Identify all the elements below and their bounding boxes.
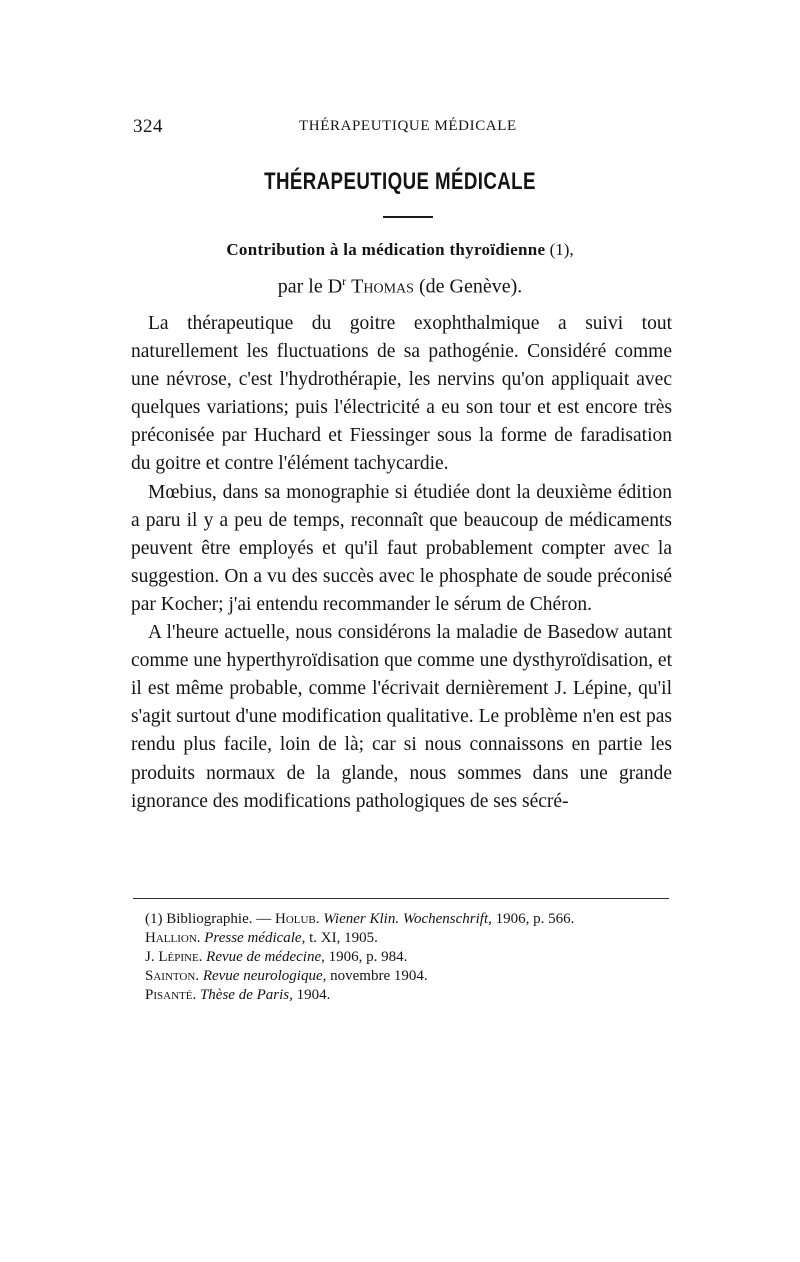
running-title: THÉRAPEUTIQUE MÉDICALE bbox=[299, 118, 517, 134]
article-title bbox=[0, 240, 800, 260]
footnote-1-details: 1906, p. 566. bbox=[495, 911, 575, 927]
page-number: 324 bbox=[133, 116, 163, 137]
footnote-1-prefix: (1) Bibliographie. — bbox=[145, 911, 275, 927]
footnote-ref bbox=[133, 948, 671, 967]
paragraph-2: Mœbius, dans sa monographie si étudiée dont la deuxième édition a paru il y a peu de temps, reconnaît que beaucoup de médicaments peuvent être employés et qu'il faut probablement compter avec la suggestion. On a vu des succès avec le phosphate de soude préconisé par Kocher; j'ai entendu recommander le sérum de Chéron. bbox=[131, 481, 672, 615]
footnote-1 bbox=[133, 910, 671, 929]
footnotes bbox=[133, 910, 671, 1005]
footnote-ref-work: Presse médicale, bbox=[204, 930, 306, 946]
author-location: (de Genève). bbox=[418, 275, 523, 298]
byline-superscript: r bbox=[342, 274, 347, 288]
footnote-ref-details: 1906, p. 984. bbox=[328, 949, 408, 965]
article-byline bbox=[0, 274, 800, 299]
body-text bbox=[131, 310, 672, 816]
running-header bbox=[133, 116, 671, 138]
footnote-ref-details: 1904. bbox=[296, 987, 331, 1003]
footnote-ref-details: t. XI, 1905. bbox=[309, 930, 378, 946]
footnote-ref-author: Lépine. bbox=[158, 949, 203, 965]
author-name: Thomas bbox=[351, 275, 414, 298]
footnote-ref bbox=[133, 929, 671, 948]
title-rule bbox=[383, 216, 433, 218]
byline-prefix: par le D bbox=[277, 275, 343, 298]
footnote-ref-initial: J. bbox=[145, 949, 155, 965]
footnote-1-author: Holub. bbox=[274, 911, 320, 927]
footnote-separator bbox=[133, 898, 669, 899]
footnote-ref-work: Revue neurologique, bbox=[202, 968, 327, 984]
paragraph-1: La thérapeutique du goitre exophthalmique a suivi tout naturellement les fluctuations de sa pathogénie. Considéré comme une névrose, c'est l'hydrothérapie, les nervins qu'on appliquait avec quelques variations; puis l'électricité a eu son tour et est encore très préconisée par Huchard et Fiessinger sous la forme de faradisation du goitre et contre l'élément tachycardie. bbox=[131, 313, 672, 475]
footnote-1-work: Wiener Klin. Wochenschrift, bbox=[323, 911, 492, 927]
footnote-ref bbox=[133, 986, 671, 1005]
footnote-ref-author: Hallion. bbox=[145, 930, 201, 946]
section-title: THÉRAPEUTIQUE MÉDICALE bbox=[264, 168, 536, 195]
article-title-note: (1), bbox=[549, 240, 574, 259]
footnote-ref-author: Sainton. bbox=[145, 968, 200, 984]
footnote-ref-author: Pisanté. bbox=[145, 987, 197, 1003]
footnote-ref bbox=[133, 967, 671, 986]
article-title-text: Contribution à la médication thyroïdienne bbox=[226, 240, 546, 259]
footnote-ref-work: Thèse de Paris, bbox=[199, 987, 293, 1003]
footnote-ref-details: novembre 1904. bbox=[330, 968, 428, 984]
paragraph-3: A l'heure actuelle, nous considérons la maladie de Basedow autant comme une hyperthyroïdisation que comme une dysthyroïdisation, et il est même probable, comme l'écrivait dernièrement J. Lépine, qu'il s'agit surtout d'une modification qualitative. Le problème n'en est pas rendu plus facile, loin de là; car si nous connaissons en partie les produits normaux de la glande, nous sommes dans une grande ignorance des modifications pathologiques de ses sécré- bbox=[131, 622, 672, 812]
footnote-ref-work: Revue de médecine, bbox=[206, 949, 325, 965]
